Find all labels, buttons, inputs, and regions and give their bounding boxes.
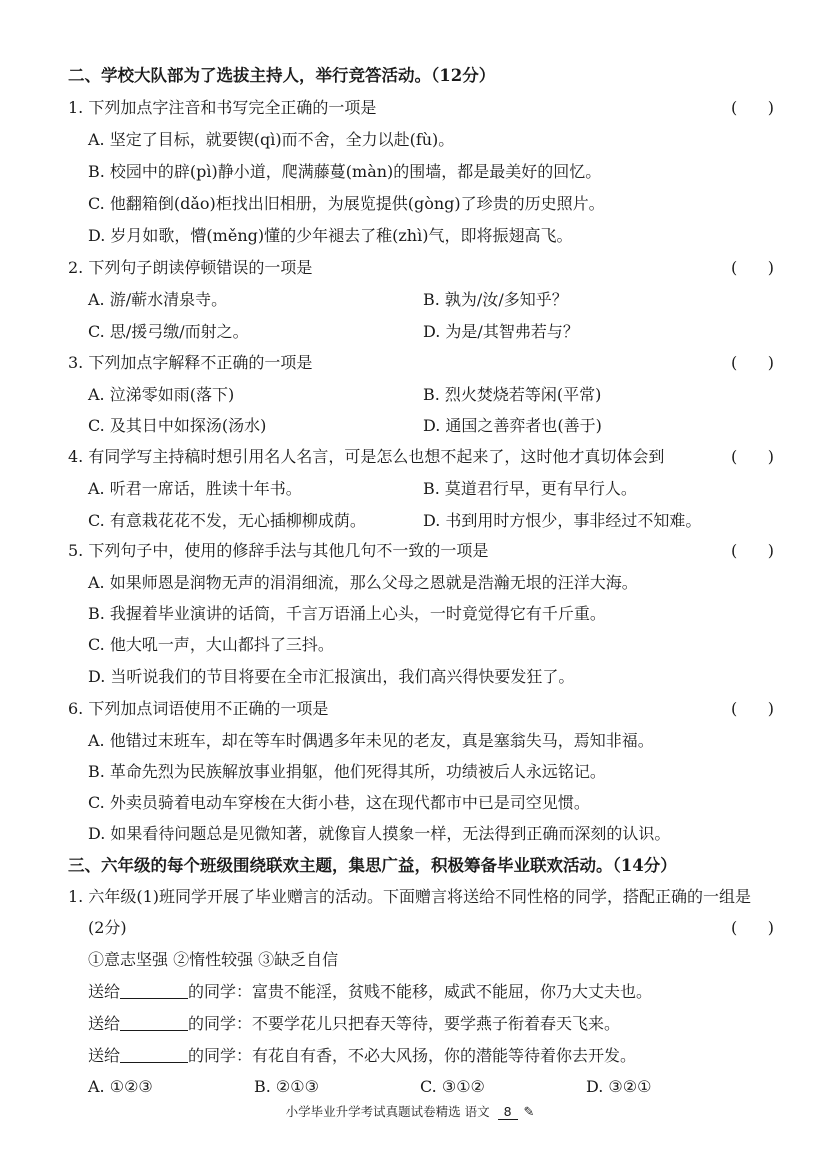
- option-text: A. 他错过末班车，却在等车时偶遇多年未见的老友，真是塞翁失马，焉知非福。: [88, 731, 654, 750]
- option-text: D. 岁月如歌，懵(měng)懂的少年褪去了稚(zhì)气，即将振翅高飞。: [88, 226, 573, 245]
- choice-d: D. ③②①: [586, 1077, 652, 1096]
- page-footer: [0, 1102, 820, 1120]
- answer-paren[interactable]: ( ): [731, 98, 774, 117]
- option-text: B. 我握着毕业演讲的话筒，千言万语涌上心头，一时竟觉得它有千斤重。: [88, 604, 606, 623]
- option-text: A. 坚定了目标，就要锲(qì)而不舍，全力以赴(fù)。: [88, 130, 455, 149]
- pencil-icon: ✎: [523, 1105, 535, 1120]
- fill-blank[interactable]: [120, 1012, 188, 1031]
- option-text: A. 听君一席话，胜读十年书。: [88, 479, 302, 498]
- gift-line: [88, 976, 820, 1007]
- traits-list: ①意志坚强 ②惰性较强 ③缺乏自信: [88, 950, 339, 969]
- option-text: D. 书到用时方恨少，事非经过不知难。: [423, 511, 702, 530]
- choice-a: A. ①②③: [88, 1077, 153, 1096]
- gift-line: [88, 1008, 820, 1039]
- section-3-question-1-stem: 1. 六年级(1)班同学开展了毕业赠言的活动。下面赠言将送给不同性格的同学，搭配正确的一组是: [68, 887, 752, 906]
- option-text: C. 及其日中如探汤(汤水): [88, 416, 267, 435]
- gift-prefix: 送给: [88, 982, 121, 1001]
- question-4-stem: 4. 有同学写主持稿时想引用名人名言，可是怎么也想不起来了，这时他才真切体会到: [68, 447, 665, 466]
- option-text: C. 他大吼一声，大山都抖了三抖。: [88, 635, 334, 654]
- option-text: D. 当听说我们的节目将要在全市汇报演出，我们高兴得快要发狂了。: [88, 667, 575, 686]
- option-text: B. 校园中的辟(pì)静小道，爬满藤蔓(màn)的围墙，都是最美好的回忆。: [88, 162, 602, 181]
- option-text: D. 为是/其智弗若与？: [423, 322, 579, 341]
- option-text: C. 他翻箱倒(dǎo)柜找出旧相册，为展览提供(gòng)了珍贵的历史照片。: [88, 194, 605, 213]
- section-2-title: 二、学校大队部为了选拔主持人，举行竞答活动。（12分）: [68, 66, 496, 85]
- answer-paren[interactable]: ( ): [731, 699, 774, 718]
- option-text: A. 泣涕零如雨(落下): [88, 385, 235, 404]
- gift-line: [88, 1040, 820, 1071]
- option-text: B. 莫道君行早，更有早行人。: [423, 479, 637, 498]
- footer-text: 小学毕业升学考试真题试卷精选 语文: [285, 1104, 490, 1119]
- option-text: B. 孰为/汝/多知乎？: [423, 290, 568, 309]
- gift-text: 的同学：有花自有香，不必大风扬，你的潜能等待着你去开发。: [188, 1046, 637, 1065]
- answer-paren[interactable]: ( ): [731, 918, 774, 937]
- answer-paren[interactable]: ( ): [731, 541, 774, 560]
- question-2-stem: 2. 下列句子朗读停顿错误的一项是: [68, 258, 313, 277]
- question-1-stem: 1. 下列加点字注音和书写完全正确的一项是: [68, 98, 377, 117]
- option-text: A. 如果师恩是润物无声的涓涓细流，那么父母之恩就是浩瀚无垠的汪洋大海。: [88, 573, 638, 592]
- fill-blank[interactable]: [120, 1044, 188, 1063]
- choice-c: C. ③①②: [420, 1077, 485, 1096]
- gift-prefix: 送给: [88, 1014, 121, 1033]
- option-text: D. 通国之善弈者也(善于): [423, 416, 602, 435]
- page-number: 8: [498, 1104, 518, 1120]
- option-text: C. 有意栽花花不发，无心插柳柳成荫。: [88, 511, 366, 530]
- option-text: A. 游/蕲水清泉寺。: [88, 290, 228, 309]
- question-6-stem: 6. 下列加点词语使用不正确的一项是: [68, 699, 329, 718]
- gift-text: 的同学：富贵不能淫，贫贱不能移，威武不能屈，你乃大丈夫也。: [188, 982, 653, 1001]
- gift-text: 的同学：不要学花儿只把春天等待，要学燕子衔着春天飞来。: [188, 1014, 621, 1033]
- score-label: (2分): [88, 918, 127, 937]
- choice-b: B. ②①③: [254, 1077, 319, 1096]
- option-text: D. 如果看待问题总是见微知著，就像盲人摸象一样，无法得到正确而深刻的认识。: [88, 824, 671, 843]
- gift-prefix: 送给: [88, 1046, 121, 1065]
- answer-paren[interactable]: ( ): [731, 353, 774, 372]
- option-text: C. 外卖员骑着电动车穿梭在大街小巷，这在现代都市中已是司空见惯。: [88, 793, 590, 812]
- answer-paren[interactable]: ( ): [731, 258, 774, 277]
- fill-blank[interactable]: [120, 980, 188, 999]
- answer-paren[interactable]: ( ): [731, 447, 774, 466]
- question-3-stem: 3. 下列加点字解释不正确的一项是: [68, 353, 313, 372]
- question-5-stem: 5. 下列句子中，使用的修辞手法与其他几句不一致的一项是: [68, 541, 489, 560]
- option-text: B. 烈火焚烧若等闲(平常): [423, 385, 602, 404]
- section-3-title: 三、六年级的每个班级围绕联欢主题，集思广益，积极筹备毕业联欢活动。（14分）: [68, 856, 677, 875]
- option-text: C. 思/援弓缴/而射之。: [88, 322, 249, 341]
- option-text: B. 革命先烈为民族解放事业捐躯，他们死得其所，功绩被后人永远铭记。: [88, 762, 606, 781]
